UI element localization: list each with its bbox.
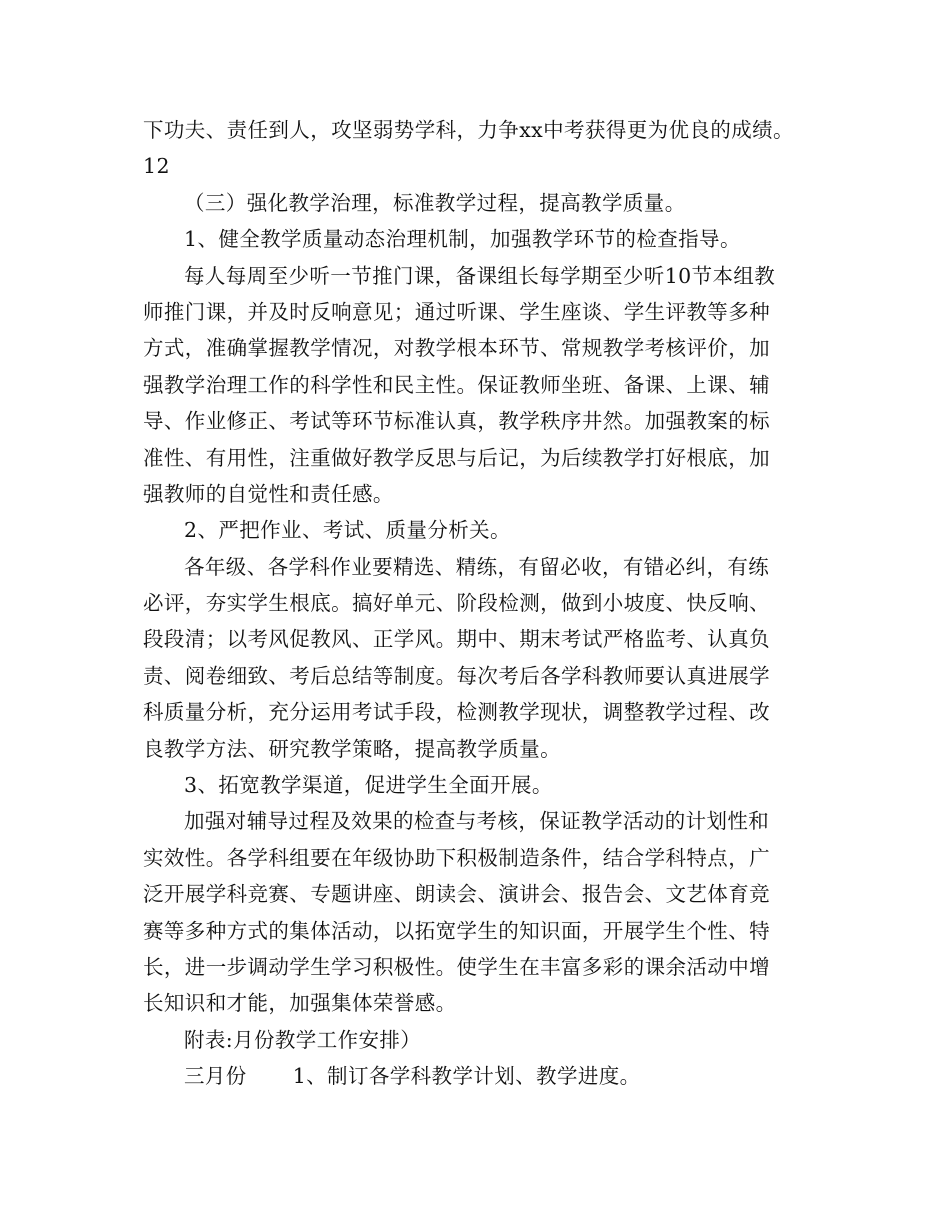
paragraph-line: 必评，夯实学生根底。搞好单元、阶段检测，做到小坡度、快反响、 [143, 591, 770, 616]
paragraph-line: 导、作业修正、考试等环节标准认真，教学秩序井然。加强教案的标 [143, 409, 770, 434]
schedule-row [143, 1058, 823, 1094]
paragraph-line: 每人每周至少听一节推门课，备课组长每学期至少听10节本组教 [184, 263, 776, 288]
paragraph-line: 师推门课，并及时反响意见；通过听课、学生座谈、学生评教等多种 [143, 299, 770, 324]
paragraph-line: 长，进一步调动学生学习积极性。使学生在丰富多彩的课余活动中增 [143, 954, 770, 979]
paragraph-line: 准性、有用性，注重做好教学反思与后记，为后续教学打好根底，加 [143, 445, 770, 470]
appendix-heading: 附表:月份教学工作安排） [184, 1027, 422, 1052]
paragraph-line: 强教师的自觉性和责任感。 [143, 481, 394, 506]
paragraph-line: 良教学方法、研究教学策略，提高教学质量。 [143, 736, 561, 761]
schedule-item: 1、制订各学科教学计划、教学进度。 [292, 1064, 641, 1089]
paragraph-line: 泛开展学科竞赛、专题讲座、朗读会、演讲会、报告会、文艺体育竞 [143, 882, 770, 907]
paragraph-line: 方式，准确掌握教学情况，对教学根本环节、常规教学考核评价，加 [143, 336, 770, 361]
page-number-text: 12 [143, 154, 170, 179]
document-body [143, 112, 823, 1095]
paragraph-line: 实效性。各学科组要在年级协助下积极制造条件，结合学科特点，广 [143, 845, 770, 870]
paragraph-line: 科质量分析，充分运用考试手段，检测教学现状，调整教学过程、改 [143, 700, 770, 725]
paragraph-line: 段段清；以考风促教风、正学风。期中、期末考试严格监考、认真负 [143, 627, 770, 652]
paragraph-line: 强教学治理工作的科学性和民主性。保证教师坐班、备课、上课、辅 [143, 372, 770, 397]
paragraph-line: 加强对辅导过程及效果的检查与考核，保证教学活动的计划性和 [184, 809, 770, 834]
paragraph-line: 赛等多种方式的集体活动，以拓宽学生的知识面，开展学生个性、特 [143, 918, 770, 943]
paragraph-line: 责、阅卷细致、考后总结等制度。每次考后各学科教师要认真进展学 [143, 663, 770, 688]
subsection-heading: 3、拓宽教学渠道，促进学生全面开展。 [184, 773, 553, 798]
section-heading: （三）强化教学治理，标准教学过程，提高教学质量。 [184, 190, 686, 215]
paragraph-line: 长知识和才能，加强集体荣誉感。 [143, 991, 457, 1016]
schedule-month: 三月份 [184, 1064, 247, 1089]
subsection-heading: 2、严把作业、考试、质量分析关。 [184, 518, 511, 543]
paragraph-line: 各年级、各学科作业要精选、精练，有留必收，有错必纠，有练 [184, 554, 770, 579]
subsection-heading: 1、健全教学质量动态治理机制，加强教学环节的检查指导。 [184, 227, 741, 252]
paragraph-line: 下功夫、责任到人，攻坚弱势学科，力争xx中考获得更为优良的成绩。 [143, 118, 794, 142]
